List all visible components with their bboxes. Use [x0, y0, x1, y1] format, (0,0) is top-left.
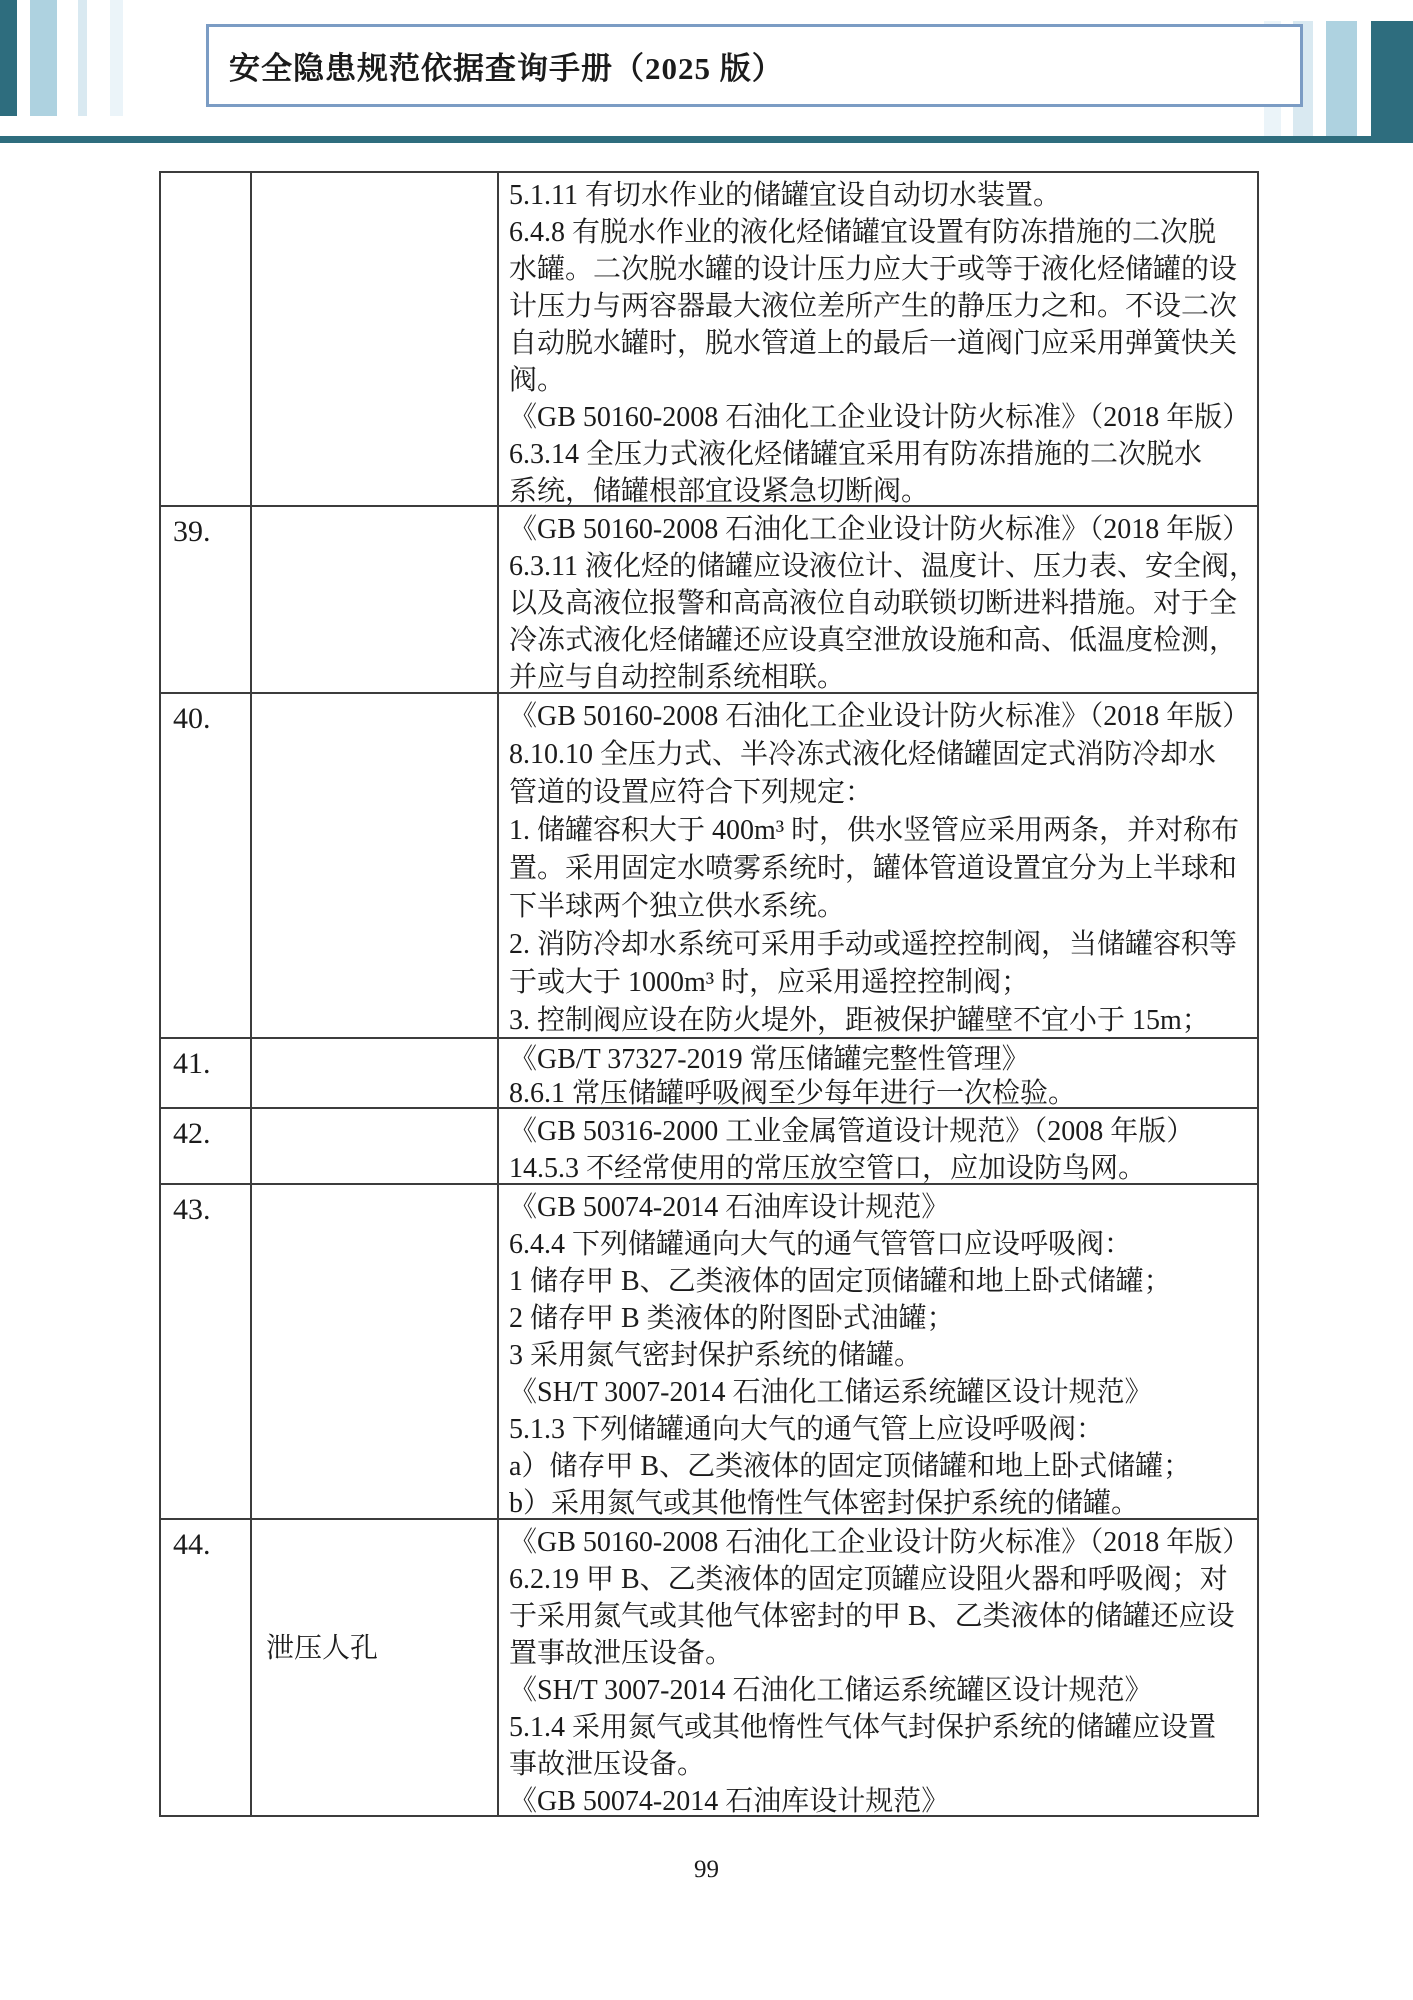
content-line: 2 储存甲 B 类液体的附图卧式油罐；	[509, 1303, 955, 1334]
content-line: 《GB/T 37327-2019 常压储罐完整性管理》	[509, 1044, 1030, 1075]
content-cell	[497, 1109, 1257, 1183]
content-line: 1 储存甲 B、乙类液体的固定顶储罐和地上卧式储罐；	[509, 1266, 1172, 1297]
regulation-table	[159, 171, 1259, 1817]
content-line: 《GB 50160-2008 石油化工企业设计防火标准》（2018 年版）	[509, 514, 1251, 545]
content-line: 3 采用氮气密封保护系统的储罐。	[509, 1340, 923, 1371]
row-number-cell: 42.	[173, 1117, 211, 1150]
row-number-cell	[161, 173, 250, 505]
content-line: 《GB 50160-2008 石油化工企业设计防火标准》（2018 年版）	[509, 402, 1251, 433]
content-cell	[497, 1185, 1257, 1518]
content-cell	[497, 1039, 1257, 1107]
content-line: 系统，储罐根部宜设紧急切断阀。	[509, 476, 930, 505]
content-line: 1. 储罐容积大于 400m³ 时，供水竖管应采用两条，并对称布	[509, 815, 1240, 846]
table-row	[161, 1037, 1257, 1107]
category-cell	[250, 1039, 497, 1107]
content-line: 水罐。二次脱水罐的设计压力应大于或等于液化烃储罐的设	[509, 254, 1238, 285]
content-line: 3. 控制阀应设在防火堤外，距被保护罐壁不宜小于 15m；	[509, 1005, 1210, 1036]
content-line: 自动脱水罐时，脱水管道上的最后一道阀门应采用弹簧快关	[509, 328, 1238, 359]
right-stripe-3	[1326, 21, 1357, 136]
content-line: 管道的设置应符合下列规定：	[509, 777, 874, 808]
content-line: 8.10.10 全压力式、半冷冻式液化烃储罐固定式消防冷却水	[509, 739, 1217, 770]
left-stripe-1	[30, 0, 57, 116]
category-cell	[250, 1185, 497, 1518]
content-line: 以及高液位报警和高高液位自动联锁切断进料措施。对于全	[509, 588, 1238, 619]
content-line: 并应与自动控制系统相联。	[509, 662, 846, 692]
content-line: 《SH/T 3007-2014 石油化工储运系统罐区设计规范》	[509, 1675, 1153, 1706]
content-line: b）采用氮气或其他惰性气体密封保护系统的储罐。	[509, 1488, 1140, 1518]
content-line: a）储存甲 B、乙类液体的固定顶储罐和地上卧式储罐；	[509, 1451, 1192, 1482]
category-cell	[250, 1109, 497, 1183]
content-cell	[497, 507, 1257, 692]
content-line: 置事故泄压设备。	[509, 1638, 734, 1669]
content-line: 14.5.3 不经常使用的常压放空管口，应加设防鸟网。	[509, 1153, 1147, 1183]
page-number: 99	[694, 1856, 719, 1883]
content-line: 下半球两个独立供水系统。	[509, 891, 846, 922]
content-line: 计压力与两容器最大液位差所产生的静压力之和。不设二次	[509, 291, 1238, 322]
table-row	[161, 505, 1257, 692]
row-number-cell: 39.	[173, 515, 211, 548]
table-row	[161, 1183, 1257, 1518]
content-cell	[497, 173, 1257, 505]
content-line: 冷冻式液化烃储罐还应设真空泄放设施和高、低温度检测，	[509, 625, 1238, 656]
content-line: 于或大于 1000m³ 时，应采用遥控控制阀；	[509, 967, 1030, 998]
table-row	[161, 173, 1257, 505]
category-cell	[250, 507, 497, 692]
content-line: 2. 消防冷却水系统可采用手动或遥控控制阀，当储罐容积等	[509, 929, 1238, 960]
content-line: 《SH/T 3007-2014 石油化工储运系统罐区设计规范》	[509, 1377, 1153, 1408]
header-title-box	[206, 24, 1303, 107]
content-line: 《GB 50160-2008 石油化工企业设计防火标准》（2018 年版）	[509, 701, 1251, 732]
content-line: 6.4.4 下列储罐通向大气的通气管管口应设呼吸阀：	[509, 1229, 1133, 1260]
content-line: 6.3.14 全压力式液化烃储罐宜采用有防冻措施的二次脱水	[509, 439, 1203, 470]
content-line: 6.2.19 甲 B、乙类液体的固定顶罐应设阻火器和呼吸阀；对	[509, 1564, 1228, 1595]
content-line: 8.6.1 常压储罐呼吸阀至少每年进行一次检验。	[509, 1078, 1077, 1107]
row-number-cell: 44.	[173, 1528, 211, 1561]
left-stripe-2	[78, 0, 87, 116]
table-row	[161, 1518, 1257, 1815]
right-dark-block	[1371, 21, 1413, 143]
category-cell	[250, 694, 497, 1037]
row-number-cell: 43.	[173, 1193, 211, 1226]
header-divider-bar	[0, 136, 1413, 143]
content-line: 5.1.3 下列储罐通向大气的通气管上应设呼吸阀：	[509, 1414, 1105, 1445]
content-line: 阀。	[509, 365, 566, 396]
content-line: 6.3.11 液化烃的储罐应设液位计、温度计、压力表、安全阀，	[509, 551, 1257, 582]
category-cell: 泄压人孔	[250, 1520, 497, 1815]
content-line: 5.1.11 有切水作业的储罐宜设自动切水装置。	[509, 180, 1061, 211]
content-line: 6.4.8 有脱水作业的液化烃储罐宜设置有防冻措施的二次脱	[509, 217, 1217, 248]
content-cell	[497, 1520, 1257, 1815]
table-row	[161, 692, 1257, 1037]
content-line: 《GB 50074-2014 石油库设计规范》	[509, 1192, 950, 1223]
content-line: 置。采用固定水喷雾系统时，罐体管道设置宜分为上半球和	[509, 853, 1238, 884]
content-line: 5.1.4 采用氮气或其他惰性气体气封保护系统的储罐应设置	[509, 1712, 1217, 1743]
content-line: 事故泄压设备。	[509, 1749, 706, 1780]
content-line: 《GB 50316-2000 工业金属管道设计规范》（2008 年版）	[509, 1116, 1195, 1147]
page-title: 安全隐患规范依据查询手册（2025 版）	[229, 51, 784, 86]
table-row	[161, 1107, 1257, 1183]
content-line: 《GB 50160-2008 石油化工企业设计防火标准》（2018 年版）	[509, 1527, 1251, 1558]
category-cell	[250, 173, 497, 505]
content-line: 于采用氮气或其他气体密封的甲 B、乙类液体的储罐还应设	[509, 1601, 1235, 1632]
content-line: 《GB 50074-2014 石油库设计规范》	[509, 1786, 950, 1815]
content-cell	[497, 694, 1257, 1037]
row-number-cell: 40.	[173, 702, 211, 735]
left-stripe-3	[110, 0, 123, 116]
row-number-cell: 41.	[173, 1047, 211, 1080]
left-dark-bar	[0, 0, 17, 116]
